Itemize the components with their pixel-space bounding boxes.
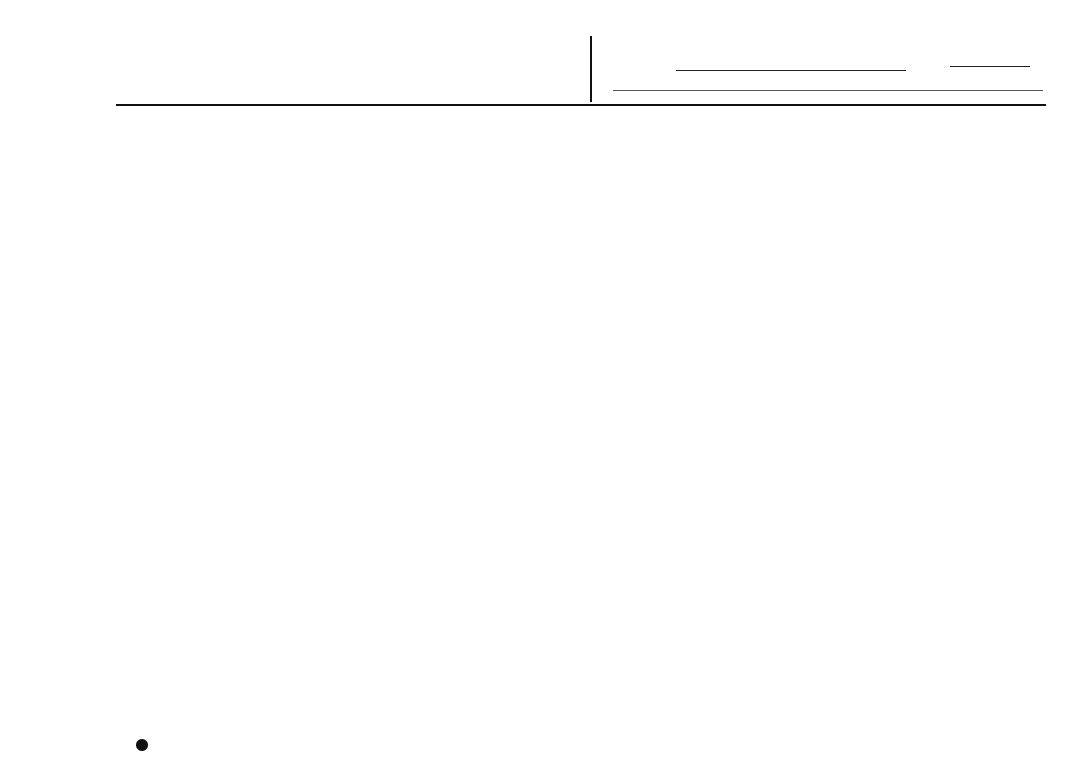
header-line: [613, 90, 1043, 91]
prov-underline: [950, 66, 1030, 67]
printer-logo-icon: [136, 739, 148, 751]
header-divider: [590, 36, 592, 102]
gemeente-underline: [676, 70, 906, 71]
header-bottom-rule: [116, 104, 1046, 106]
